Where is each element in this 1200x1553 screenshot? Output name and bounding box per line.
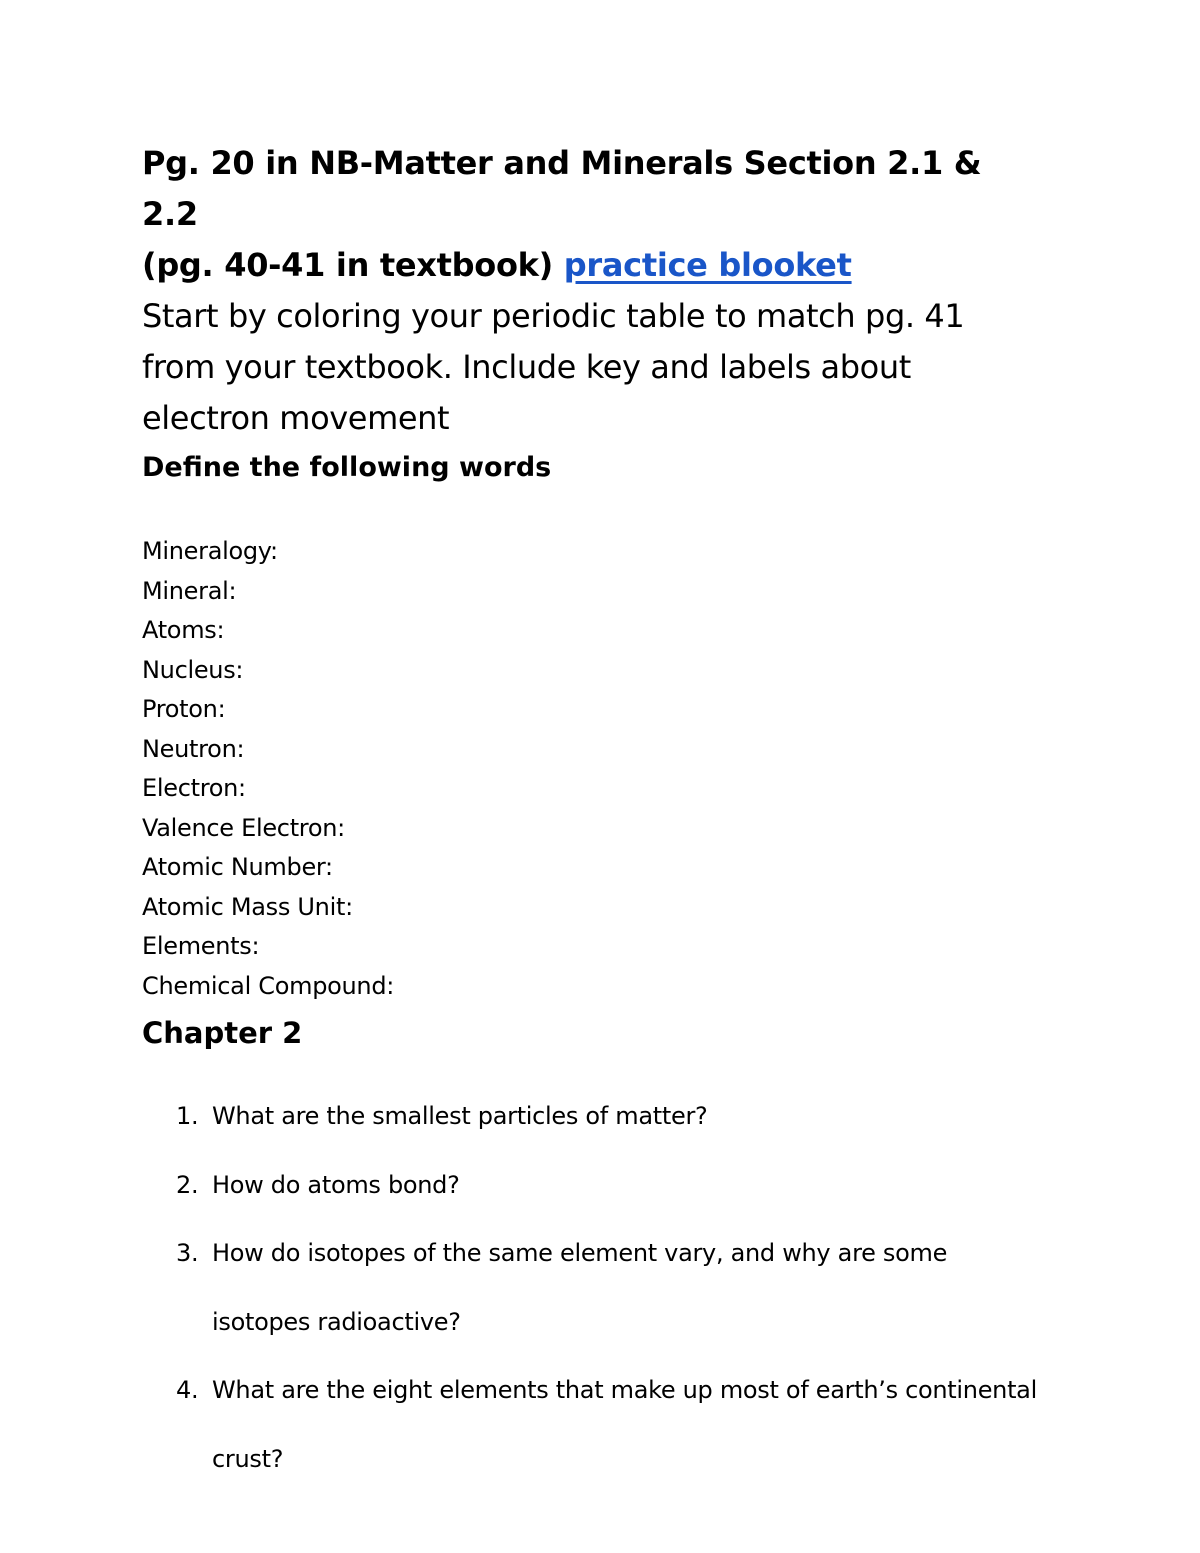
question-item	[142, 1219, 1042, 1356]
question-number: 4.	[176, 1376, 199, 1404]
define-heading: Define the following words	[142, 452, 552, 483]
document-page	[142, 138, 1042, 1493]
chapter-heading: Chapter 2	[142, 1016, 303, 1050]
vocabulary-term: Chemical Compound:	[142, 971, 395, 1000]
question-text: What are the eight elements that make up most of earth’s continental crust?	[212, 1376, 1037, 1473]
vocabulary-term: Proton:	[142, 695, 226, 723]
question-text: How do isotopes of the same element vary, and why are some isotopes radioactive?	[212, 1239, 948, 1336]
question-text: What are the smallest particles of matter?	[212, 1102, 708, 1130]
vocabulary-term: Atoms:	[142, 616, 225, 644]
vocabulary-term: Valence Electron:	[142, 813, 345, 842]
vocabulary-term: Atomic Number:	[142, 853, 333, 881]
vocabulary-term: Neutron:	[142, 734, 245, 763]
question-item	[142, 1356, 1042, 1493]
page-title	[142, 138, 1042, 291]
question-number: 1.	[176, 1102, 199, 1130]
intro-paragraph: Start by coloring your periodic table to match pg. 41 from your textbook. Include key and labels about electron movement	[142, 297, 965, 437]
question-number: 3.	[176, 1239, 199, 1267]
vocabulary-term: Nucleus:	[142, 655, 244, 684]
question-number: 2.	[176, 1170, 199, 1199]
vocabulary-term: Elements:	[142, 932, 260, 960]
question-text: How do atoms bond?	[212, 1170, 460, 1199]
vocabulary-term: Electron:	[142, 774, 246, 802]
vocabulary-term: Atomic Mass Unit:	[142, 892, 353, 921]
title-line-1: Pg. 20 in NB-Matter and Minerals Section 2.1 & 2.2	[142, 144, 982, 233]
question-item	[142, 1151, 1042, 1220]
question-list	[142, 1082, 1042, 1493]
vocabulary-list	[142, 532, 1042, 1006]
vocabulary-term: Mineral:	[142, 576, 237, 605]
practice-blooket-link[interactable]: practice blooket	[563, 246, 852, 284]
question-item	[142, 1082, 1042, 1151]
title-line-2: (pg. 40-41 in textbook)	[142, 246, 564, 284]
vocabulary-term: Mineralogy:	[142, 537, 278, 565]
